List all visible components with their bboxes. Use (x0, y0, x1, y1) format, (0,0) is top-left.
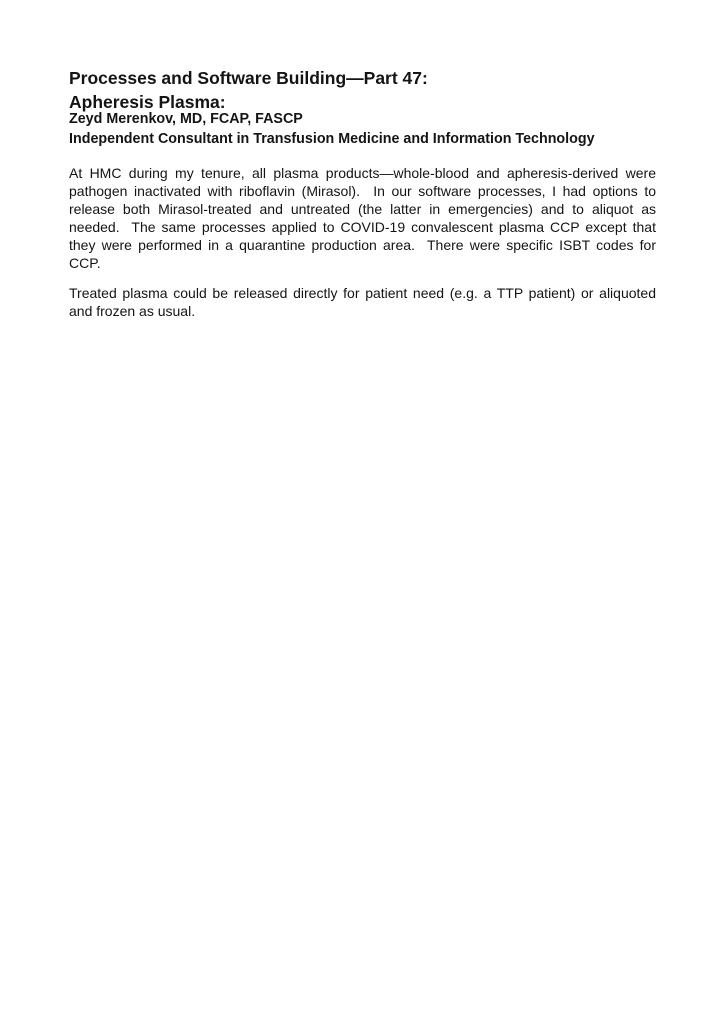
title-line-2: Apheresis Plasma: (69, 92, 226, 112)
paragraph-2-line-1: Treated plasma could be released directly for patient need (e.g. a TTP patient) or aliquoted (69, 285, 656, 301)
title-line-1: Processes and Software Building—Part 47: (69, 68, 428, 88)
paragraph-2-line-2: and frozen as usual. (69, 303, 196, 319)
author-line: Zeyd Merenkov, MD, FCAP, FASCP (69, 111, 303, 127)
paragraph-1-line-4: needed. The same processes applied to COVID-19 convalescent plasma CCP except that (69, 219, 656, 235)
affiliation-line: Independent Consultant in Transfusion Medicine and Information Technology (69, 131, 595, 147)
paragraph-1 (69, 164, 656, 272)
paragraph-1-line-2: pathogen inactivated with riboflavin (Mirasol). In our software processes, I had options to (69, 183, 656, 199)
document-title (69, 66, 656, 114)
document-content (69, 66, 656, 320)
byline (69, 109, 656, 149)
paragraph-1-line-6: CCP. (69, 255, 101, 271)
paragraph-2 (69, 284, 656, 320)
paragraph-1-line-1: At HMC during my tenure, all plasma products—whole-blood and apheresis-derived were (69, 165, 656, 181)
paragraph-1-line-3: release both Mirasol-treated and untreated (the latter in emergencies) and to aliquot as (69, 201, 656, 217)
paragraph-1-line-5: they were performed in a quarantine production area. There were specific ISBT codes for (69, 237, 656, 253)
